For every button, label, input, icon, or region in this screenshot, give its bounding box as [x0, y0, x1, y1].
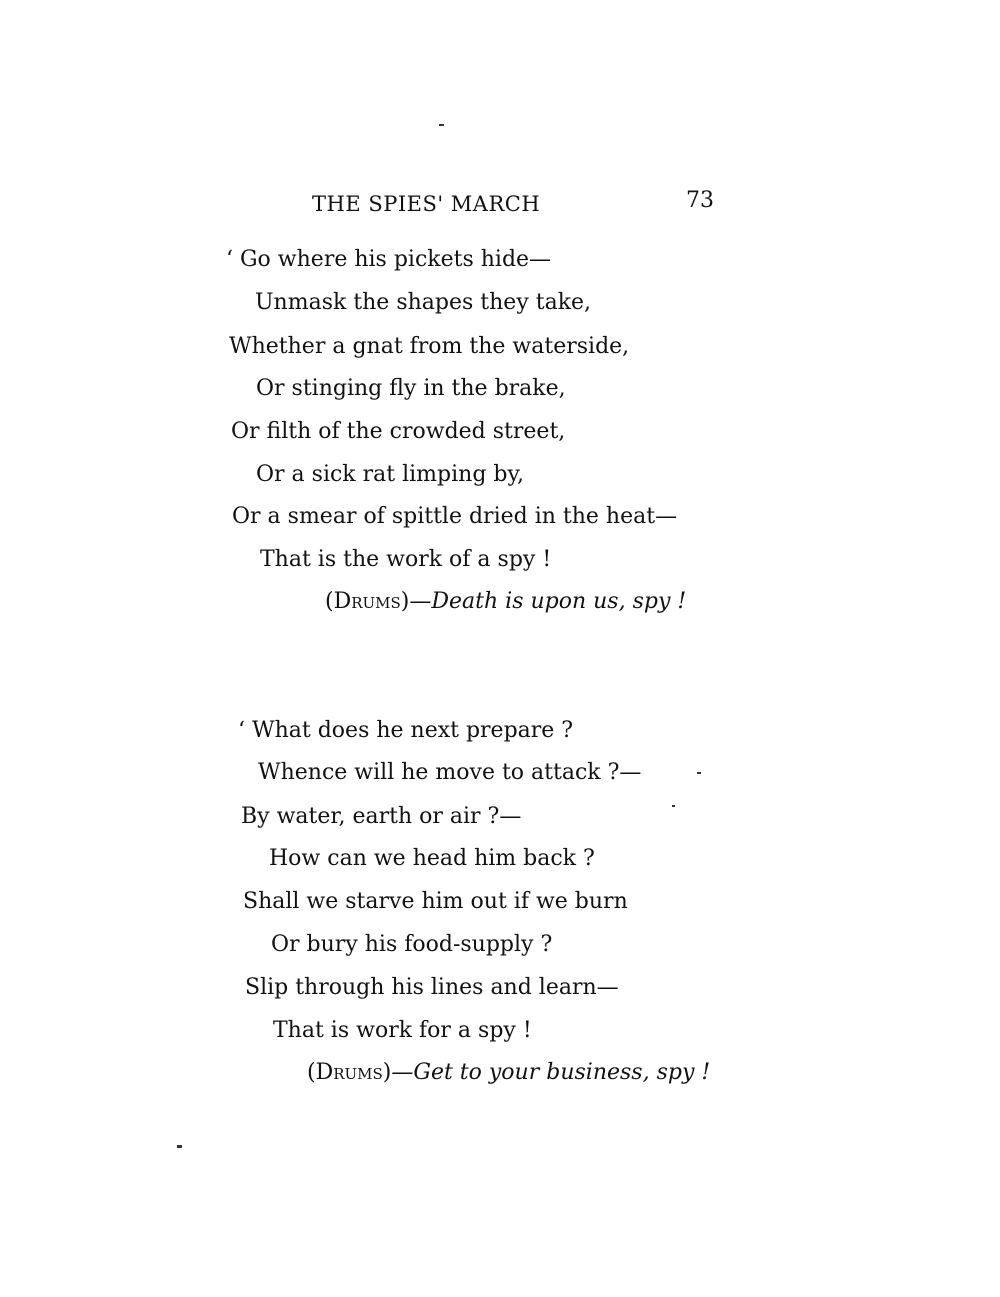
refrain-drums: (Drums)	[307, 1060, 392, 1085]
verse-line: That is the work of a spy !	[260, 547, 552, 572]
refrain	[307, 1062, 710, 1084]
page-number: 73	[686, 188, 714, 213]
refrain-drums: (Drums)	[325, 589, 410, 614]
scan-speck	[439, 124, 444, 126]
running-title: THE SPIES' MARCH	[312, 192, 541, 216]
verse-line: Whence will he move to attack ?—	[258, 760, 642, 785]
verse-line: How can we head him back ?	[269, 846, 595, 871]
verse-line: By water, earth or air ?—	[241, 804, 522, 829]
verse-line: Shall we starve him out if we burn	[243, 889, 628, 914]
verse-line: Or filth of the crowded street,	[231, 419, 566, 444]
verse-line: Or stinging fly in the brake,	[256, 376, 566, 401]
refrain-cry: —Death is upon us, spy !	[409, 589, 687, 614]
scan-speck	[177, 1145, 182, 1148]
verse-line: ‘ Go where his pickets hide—	[226, 247, 552, 272]
verse-line: Slip through his lines and learn—	[245, 975, 619, 1000]
refrain	[325, 591, 686, 613]
verse-line: Whether a gnat from the waterside,	[229, 334, 630, 359]
verse-line: Or a smear of spittle dried in the heat—	[232, 504, 678, 529]
scan-speck	[672, 805, 675, 807]
verse-line: Or a sick rat limping by,	[256, 462, 524, 487]
verse-line: Or bury his food-supply ?	[271, 932, 553, 957]
verse-line: ‘ What does he next prepare ?	[238, 718, 574, 743]
scan-speck	[697, 772, 701, 774]
refrain-cry: —Get to your business, spy !	[391, 1060, 711, 1085]
verse-line: That is work for a spy !	[273, 1018, 532, 1043]
verse-line: Unmask the shapes they take,	[255, 290, 592, 315]
